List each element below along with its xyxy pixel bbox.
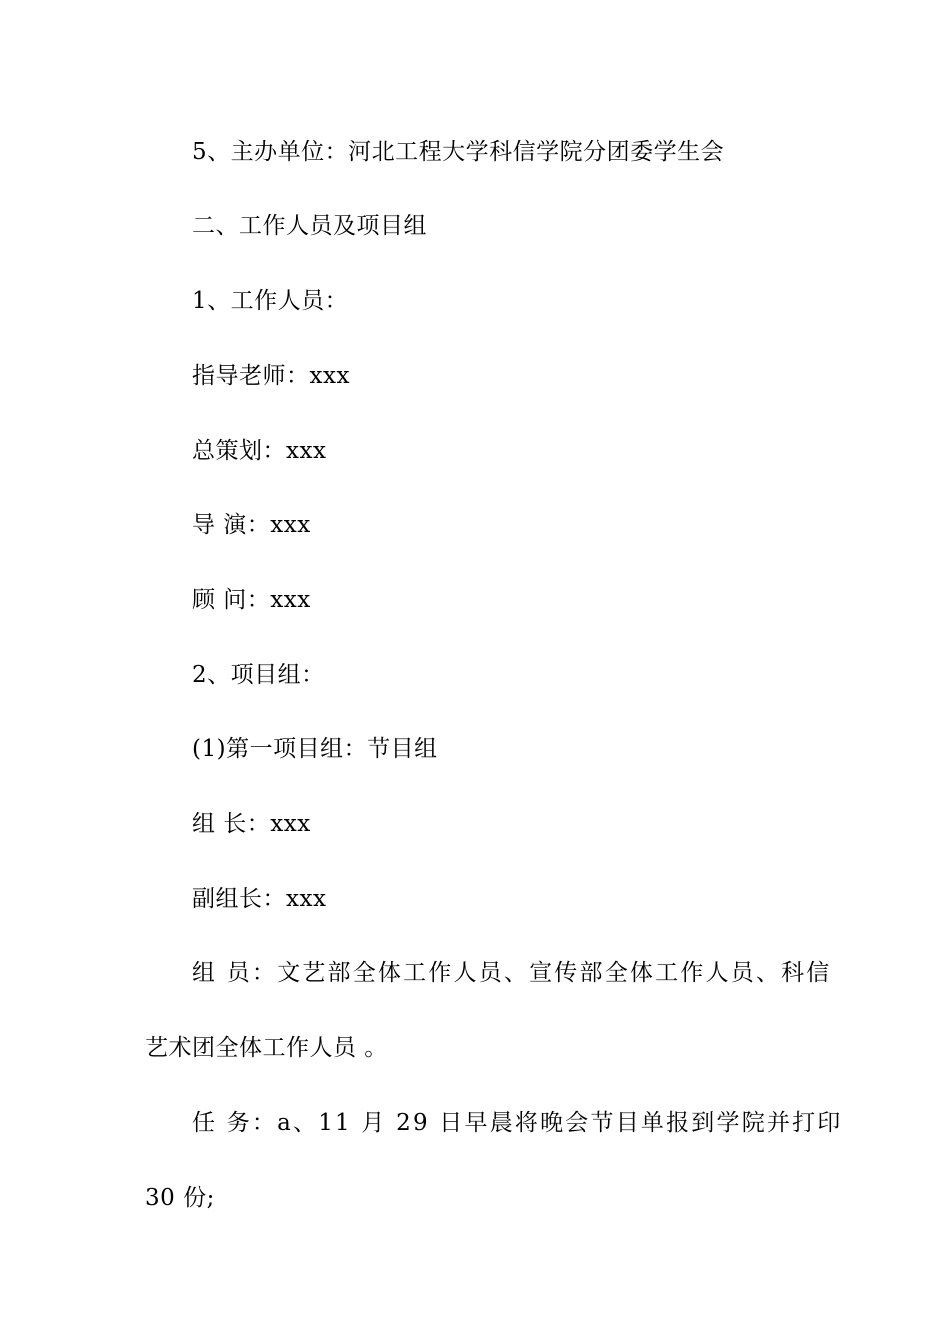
consultant-line: 顾 问：xxx [192,587,311,613]
subheading-project-groups: 2、项目组： [192,662,325,688]
group-one-heading: (1)第一项目组：节目组 [192,736,438,762]
group-leader-line: 组 长：xxx [192,811,311,837]
section-heading-staff-and-groups: 二、工作人员及项目组 [192,213,427,239]
task-line: 任 务：a、11 月 29 日早晨将晚会节目单报到学院并打印 [192,1110,843,1136]
members-line-continued: 艺术团全体工作人员 。 [145,1035,388,1061]
organizer-line: 5、主办单位：河北工程大学科信学院分团委学生会 [192,139,725,165]
deputy-leader-line: 副组长：xxx [192,886,327,912]
subheading-staff: 1、工作人员： [192,288,349,314]
task-line-continued: 30 份; [145,1185,215,1211]
members-line: 组 员：文艺部全体工作人员、宣传部全体工作人员、科信 [192,960,832,986]
director-line: 导 演：xxx [192,512,311,538]
advisor-line: 指导老师：xxx [192,363,350,389]
chief-planner-line: 总策划：xxx [192,438,327,464]
